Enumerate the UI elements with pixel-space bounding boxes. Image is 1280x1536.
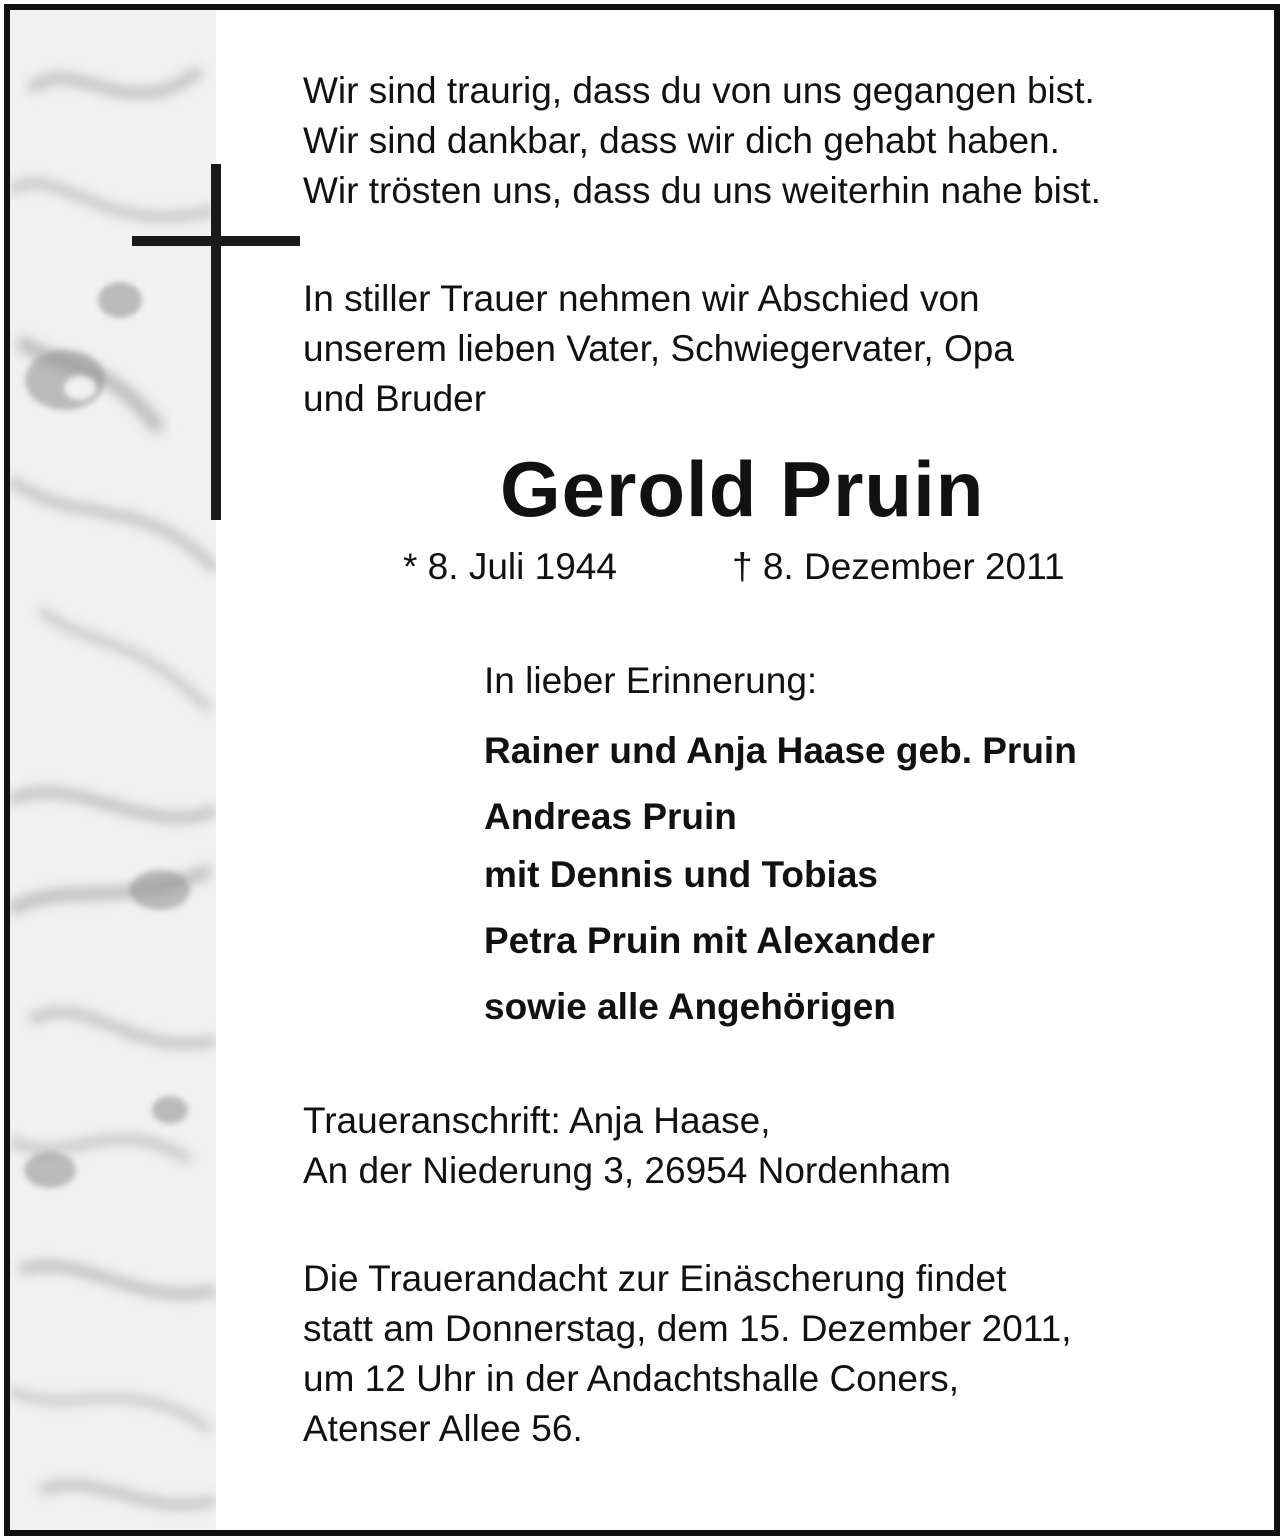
mourner-line: mit Dennis und Tobias (484, 854, 878, 895)
memory-label: In lieber Erinnerung: (484, 660, 818, 701)
obituary-notice (4, 4, 1280, 1536)
deceased-name: Gerold Pruin (500, 445, 985, 533)
mourner-line: sowie alle Angehörigen (484, 986, 896, 1027)
service-line: um 12 Uhr in der Andachtshalle Coners, (303, 1358, 960, 1399)
service-line: Die Trauerandacht zur Einäscherung findet (303, 1258, 1007, 1299)
intro-text (303, 274, 1014, 424)
verse (303, 66, 1101, 216)
verse-line: Wir trösten uns, dass du uns weiterhin nahe bist. (303, 170, 1101, 211)
mourning-address (303, 1096, 951, 1196)
service-line: Atenser Allee 56. (303, 1408, 583, 1449)
intro-line: unserem lieben Vater, Schwiegervater, Opa (303, 328, 1014, 369)
intro-line: und Bruder (303, 378, 487, 419)
cross-icon-bar (132, 236, 300, 246)
mourner-line: Andreas Pruin (484, 796, 737, 837)
mourner-line: Petra Pruin mit Alexander (484, 920, 935, 961)
intro-line: In stiller Trauer nehmen wir Abschied von (303, 278, 980, 319)
death-date: † 8. Dezember 2011 (732, 546, 1065, 587)
address-line: An der Niederung 3, 26954 Nordenham (303, 1150, 951, 1191)
cross-icon (211, 164, 221, 520)
birth-date: * 8. Juli 1944 (403, 546, 617, 587)
mourner-line: Rainer und Anja Haase geb. Pruin (484, 730, 1077, 771)
service-info (303, 1254, 1072, 1454)
verse-line: Wir sind traurig, dass du von uns gegangen bist. (303, 70, 1095, 111)
verse-line: Wir sind dankbar, dass wir dich gehabt haben. (303, 120, 1060, 161)
address-line: Traueranschrift: Anja Haase, (303, 1100, 771, 1141)
service-line: statt am Donnerstag, dem 15. Dezember 2011, (303, 1308, 1072, 1349)
